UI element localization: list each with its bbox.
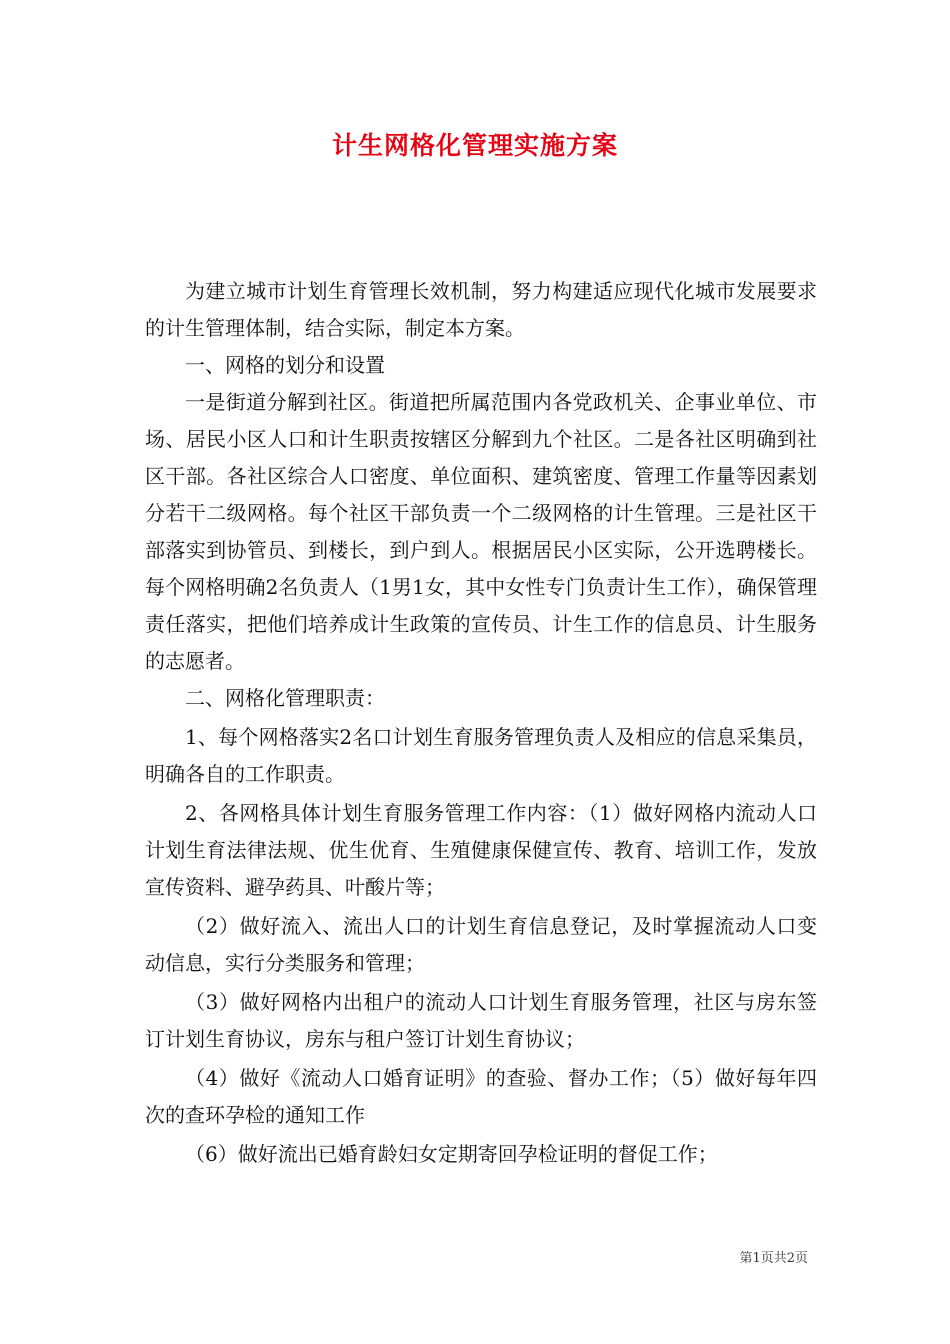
page-number: 第1页共2页 [739, 1251, 808, 1266]
section-heading-2: 二、网格化管理职责： [185, 686, 385, 710]
paragraph-item-2: 2、各网格具体计划生育服务管理工作内容：（1）做好网格内流动人口计划生育法律法规、优生优育、生殖健康保健宣传、教育、培训工作，发放宣传资料、避孕药具、叶酸片等； [145, 801, 817, 899]
paragraph-item-2-2: （2）做好流入、流出人口的计划生育信息登记，及时掌握流动人口变动信息，实行分类服务和管理； [145, 914, 817, 975]
paragraph-item-2-3: （3）做好网格内出租户的流动人口计划生育服务管理，社区与房东签订计划生育协议，房东与租户签订计划生育协议； [145, 990, 817, 1051]
document-title: 计生网格化管理实施方案 [331, 131, 618, 160]
section-heading-1: 一、网格的划分和设置 [185, 353, 385, 377]
paragraph-item-1: 1、每个网格落实2名口计划生育服务管理负责人及相应的信息采集员，明确各自的工作职责。 [145, 725, 817, 786]
paragraph-item-2-6: （6）做好流出已婚育龄妇女定期寄回孕检证明的督促工作； [185, 1142, 718, 1166]
paragraph-section-1: 一是街道分解到社区。街道把所属范围内各党政机关、企事业单位、市场、居民小区人口和计生职责按辖区分解到九个社区。二是各社区明确到社区干部。各社区综合人口密度、单位面积、建筑密度、管理工作量等因素划分若干二级网格。每个社区干部负责一个二级网格的计生管理。三是社区干部落实到协管员、到楼长，到户到人。根据居民小区实际，公开选聘楼长。每个网格明确2名负责人（1男1女，其中女性专门负责计生工作），确保管理责任落实，把他们培养成计生政策的宣传员、计生工作的信息员、计生服务的志愿者。 [145, 390, 817, 673]
document-body [145, 273, 817, 1173]
paragraph-intro: 为建立城市计划生育管理长效机制，努力构建适应现代化城市发展要求的计生管理体制，结合实际，制定本方案。 [145, 279, 817, 340]
paragraph-item-2-4: （4）做好《流动人口婚育证明》的查验、督办工作；（5）做好每年四次的查环孕检的通知工作 [145, 1066, 817, 1127]
